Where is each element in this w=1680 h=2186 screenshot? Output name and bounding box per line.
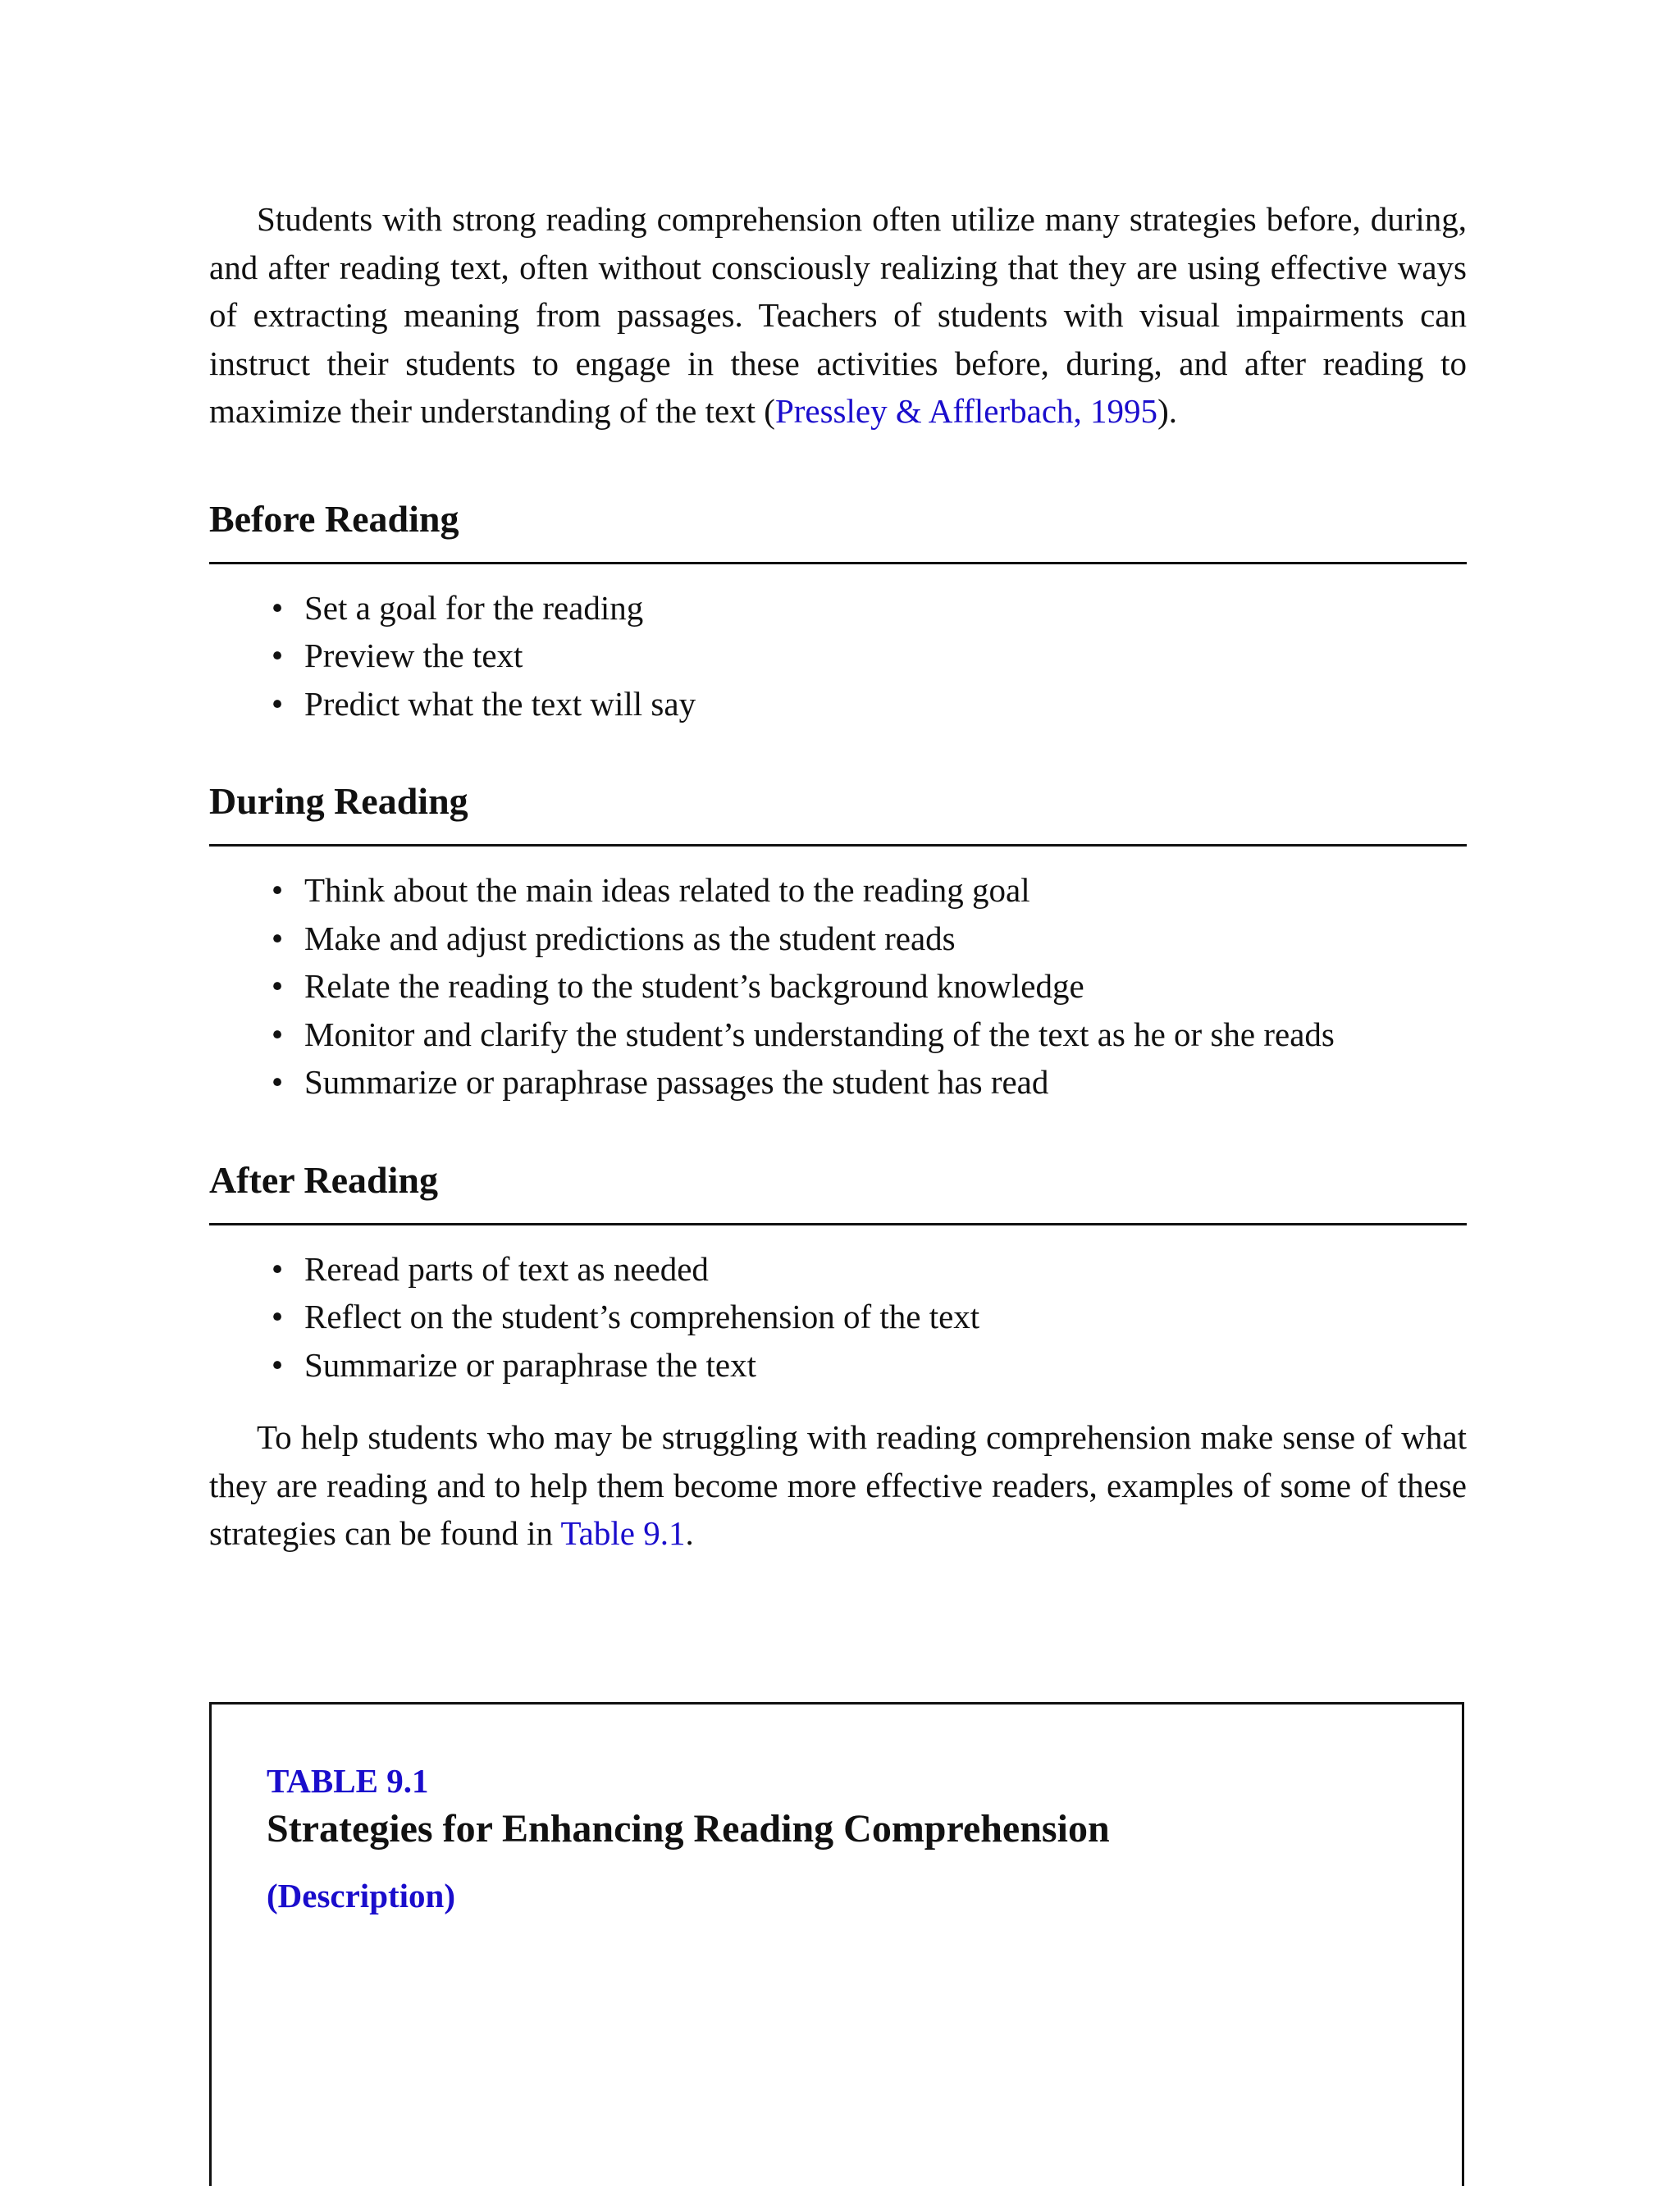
list-item-text: Reflect on the student’s comprehension of the text [304,1298,980,1335]
heading-before-reading: Before Reading [209,495,1467,564]
list-item-text: Predict what the text will say [304,684,696,723]
intro-text: Students with strong reading comprehension often utilize many strategies before, during, and after reading text, often without consciously realizing that they are using effective ways of extracting meaning from passages. Teachers of students with visual impairments can instruct their students to engage in these activities before, during, and after reading to maximize their understanding of the text ( [209,200,1467,430]
list-item [265,1245,1467,1294]
list-item-text: Reread parts of text as needed [304,1249,709,1288]
bullet-icon: • [271,1298,284,1335]
table-header [267,1758,1110,1919]
list-item [265,1293,1467,1341]
list-item-text: Relate the reading to the student’s background knowledge [304,967,1084,1005]
closing-text: To help students who may be struggling with reading comprehension make sense of what they are reading and to help them become more effective readers, examples of some of these strategies can be found in [209,1418,1467,1552]
closing-paragraph [209,1413,1467,1558]
list-item [265,584,1467,632]
document-body [209,195,1467,1558]
during-reading-list [209,866,1467,1107]
bullet-icon: • [271,1249,284,1288]
bullet-icon: • [271,588,284,627]
bullet-icon: • [271,637,284,674]
table-description-link[interactable]: (Description) [267,1877,456,1914]
heading-during-reading: During Reading [209,777,1467,847]
bullet-icon: • [271,1345,284,1384]
before-reading-list [209,584,1467,728]
intro-tail: ). [1157,392,1177,430]
table-title: Strategies for Enhancing Reading Comprehension [267,1807,1110,1851]
list-item-text: Preview the text [304,637,523,674]
list-item [265,1011,1467,1059]
bullet-icon: • [271,684,284,723]
bullet-icon: • [271,919,284,957]
table-link[interactable]: Table 9.1 [560,1514,686,1552]
list-item [265,915,1467,963]
list-item-text: Think about the main ideas related to the reading goal [304,871,1030,909]
intro-paragraph [209,195,1467,436]
bullet-icon: • [271,1015,284,1053]
list-item [265,1341,1467,1390]
list-item-text: Monitor and clarify the student’s understanding of the text as he or she reads [304,1015,1335,1053]
list-item-text: Set a goal for the reading [304,588,644,627]
list-item [265,1058,1467,1107]
list-item-text: Make and adjust predictions as the student reads [304,919,956,957]
list-item-text: Summarize or paraphrase passages the student has read [304,1063,1049,1101]
citation-link[interactable]: Pressley & Afflerbach, 1995 [774,392,1158,430]
table-label: TABLE 9.1 [267,1762,429,1800]
bullet-icon: • [271,1063,284,1101]
after-reading-list [209,1245,1467,1390]
closing-tail: . [685,1514,694,1552]
heading-after-reading: After Reading [209,1156,1467,1225]
bullet-icon: • [271,967,284,1005]
list-item [265,632,1467,680]
bullet-icon: • [271,871,284,909]
list-item [265,680,1467,728]
list-item [265,962,1467,1011]
list-item-text: Summarize or paraphrase the text [304,1345,756,1384]
list-item [265,866,1467,915]
table-box [209,1702,1464,2186]
